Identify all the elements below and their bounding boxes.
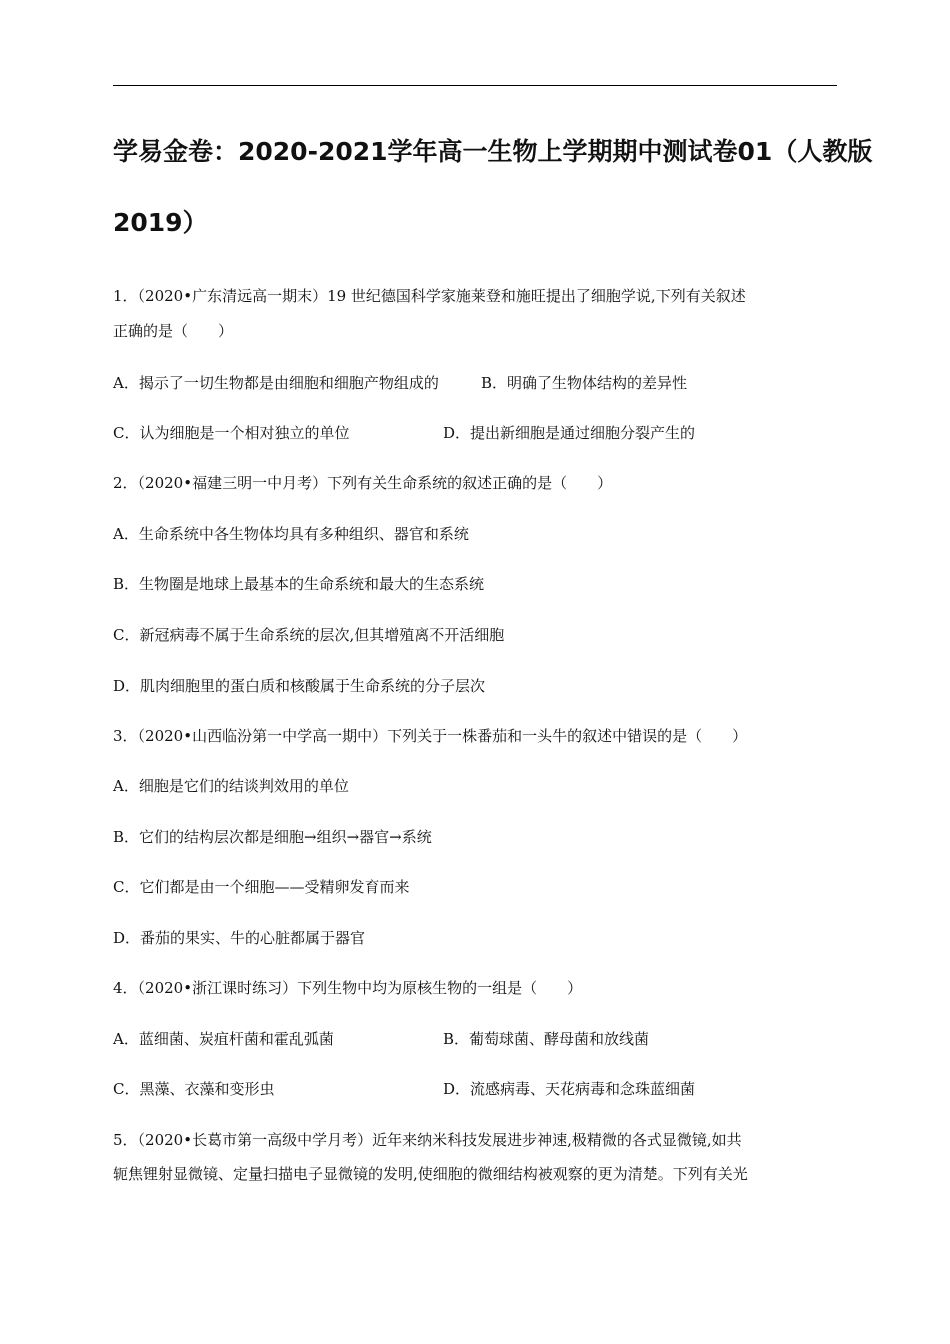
question-3-option-b: B．它们的结构层次都是细胞→组织→器官→系统	[113, 828, 432, 846]
question-1-stem-line-2: 正确的是（ ）	[113, 322, 234, 340]
question-4-option-a: A．蓝细菌、炭疽杆菌和霍乱弧菌	[113, 1030, 334, 1048]
question-2-option-a: A．生命系统中各生物体均具有多种组织、器官和系统	[113, 525, 469, 543]
question-4-option-c: C．黑藻、衣藻和变形虫	[113, 1080, 275, 1098]
question-5-stem-line-2: 轭焦锂射显微镜、定量扫描电子显微镜的发明,使细胞的微细结构被观察的更为清楚。下列有关光	[113, 1165, 748, 1183]
header-rule	[113, 85, 837, 86]
question-2-stem-line-1: 2．（2020•福建三明一中月考）下列有关生命系统的叙述正确的是（ ）	[113, 474, 613, 492]
question-1-stem-line-1: 1．（2020•广东清远高一期末）19 世纪德国科学家施莱登和施旺提出了细胞学说,下列有关叙述	[113, 287, 746, 305]
question-2-option-d: D．肌肉细胞里的蛋白质和核酸属于生命系统的分子层次	[113, 677, 486, 695]
question-4-stem-line-1: 4．（2020•浙江课时练习）下列生物中均为原核生物的一组是（ ）	[113, 979, 583, 997]
question-1-option-c: C．认为细胞是一个相对独立的单位	[113, 424, 350, 442]
question-1-option-b: B．明确了生物体结构的差异性	[481, 374, 688, 392]
question-5-stem-line-1: 5．（2020•长葛市第一高级中学月考）近年来纳米科技发展进步神速,极精微的各式显微镜,如共	[113, 1131, 742, 1149]
question-3-option-c: C．它们都是由一个细胞——受精卵发育而来	[113, 878, 410, 896]
question-1-option-d: D．提出新细胞是通过细胞分裂产生的	[443, 424, 696, 442]
question-4-option-b: B．葡萄球菌、酵母菌和放线菌	[443, 1030, 650, 1048]
question-3-option-d: D．番茄的果实、牛的心脏都属于器官	[113, 929, 366, 947]
document-title-line-2: 2019）	[113, 208, 208, 237]
question-4-option-d: D．流感病毒、天花病毒和念珠蓝细菌	[443, 1080, 696, 1098]
document-title-line-1: 学易金卷：2020-2021学年高一生物上学期期中测试卷01（人教版	[113, 137, 873, 166]
question-2-option-c: C．新冠病毒不属于生命系统的层次,但其增殖离不开活细胞	[113, 626, 505, 644]
question-2-option-b: B．生物圈是地球上最基本的生命系统和最大的生态系统	[113, 575, 485, 593]
question-3-option-a: A．细胞是它们的结谈判效用的单位	[113, 777, 349, 795]
question-1-option-a: A．揭示了一切生物都是由细胞和细胞产物组成的	[113, 374, 439, 392]
question-3-stem-line-1: 3．（2020•山西临汾第一中学高一期中）下列关于一株番茄和一头牛的叙述中错误的是（ ）	[113, 727, 748, 745]
